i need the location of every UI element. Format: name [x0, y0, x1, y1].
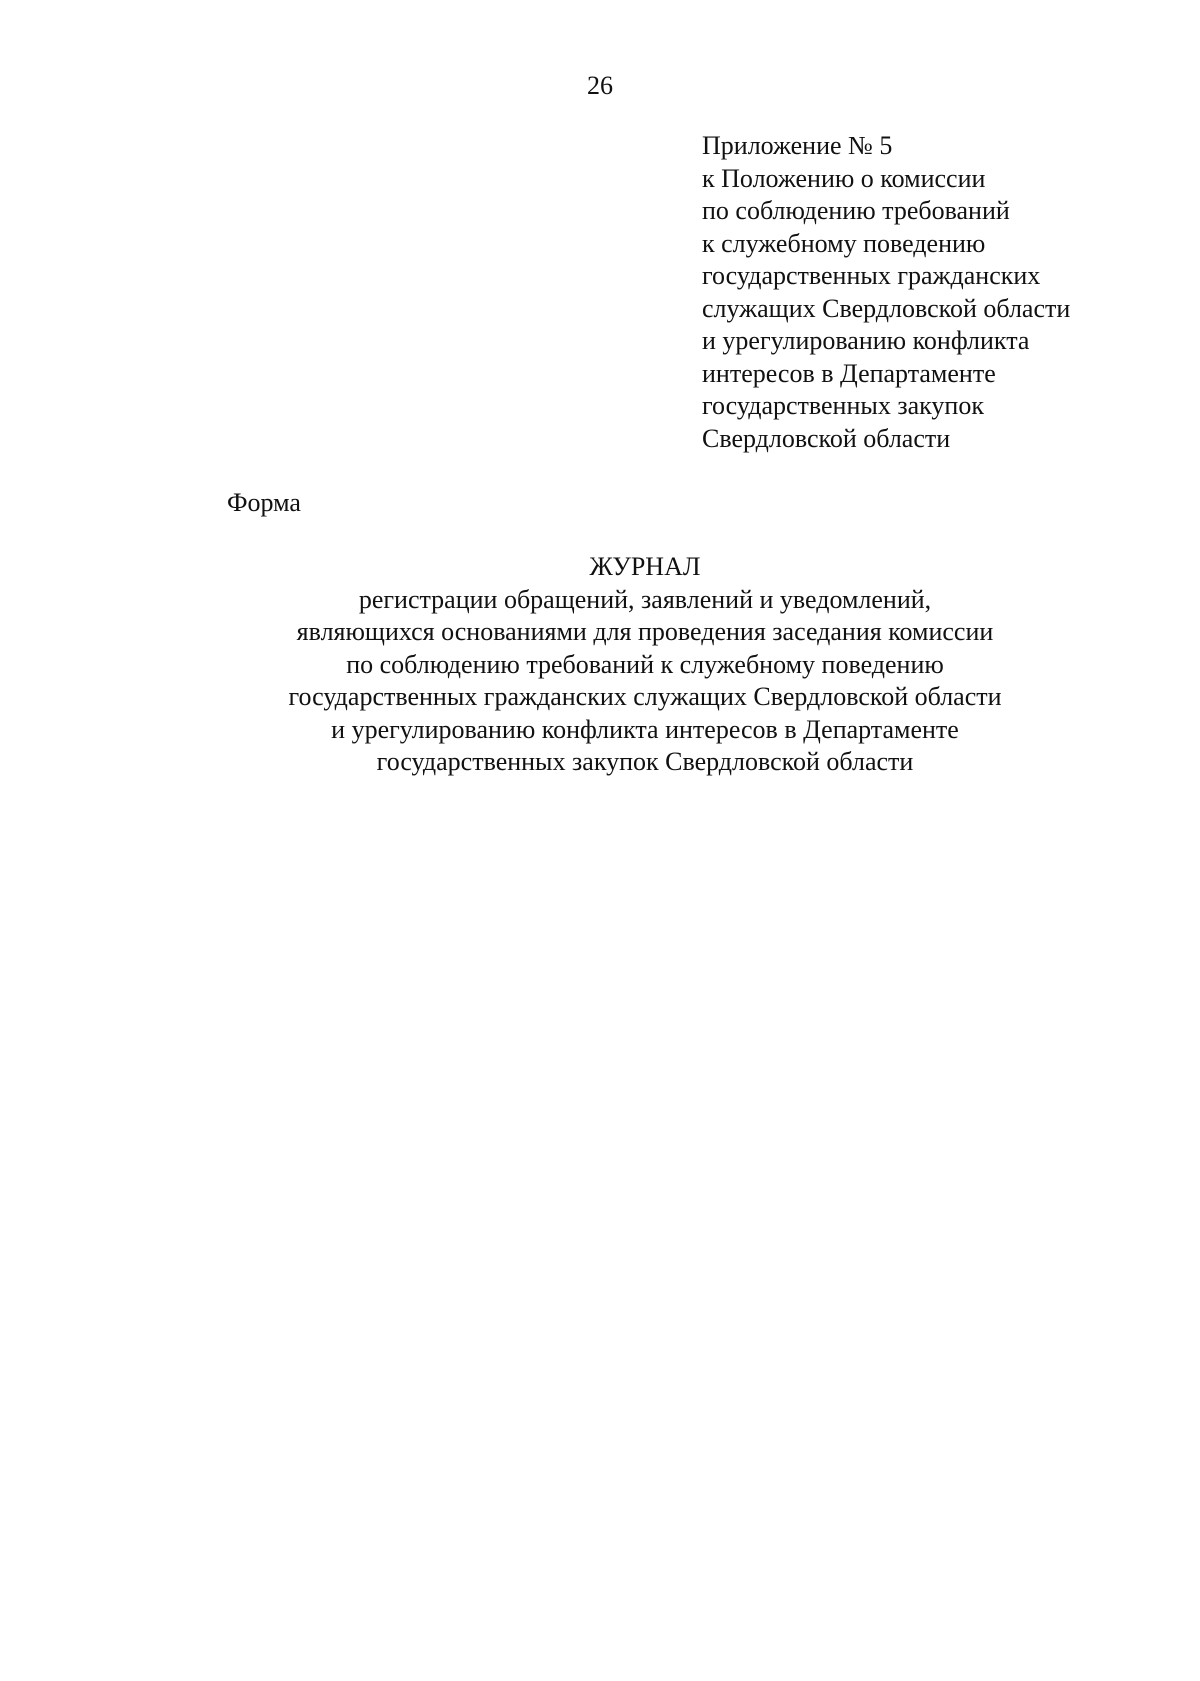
- journal-subtitle-line: государственных закупок Свердловской области: [376, 747, 914, 776]
- appendix-line: к служебному поведению: [702, 228, 986, 258]
- appendix-line: к Положению о комиссии: [702, 163, 986, 193]
- appendix-line: государственных закупок: [702, 391, 984, 420]
- journal-subtitle-line: и урегулированию конфликта интересов в Департаменте: [331, 714, 959, 744]
- appendix-line: служащих Свердловской области: [702, 293, 1071, 323]
- appendix-line: Приложение № 5: [702, 131, 893, 160]
- form-label: Форма: [227, 488, 301, 517]
- journal-subtitle-line: государственных гражданских служащих Свердловской области: [288, 682, 1002, 711]
- appendix-line: государственных гражданских: [702, 261, 1041, 290]
- journal-title: ЖУРНАЛ: [589, 552, 701, 581]
- appendix-line: и урегулированию конфликта: [702, 326, 1030, 355]
- journal-heading: [0, 551, 1200, 779]
- appendix-line: интересов в Департаменте: [702, 358, 996, 388]
- journal-subtitle-line: являющихся основаниями для проведения заседания комиссии: [296, 617, 994, 646]
- journal-subtitle-line: регистрации обращений, заявлений и уведомлений,: [358, 584, 932, 614]
- page-number: 26: [587, 71, 613, 100]
- appendix-line: по соблюдению требований: [702, 196, 1010, 225]
- appendix-line: Свердловской области: [702, 423, 951, 453]
- journal-subtitle-line: по соблюдению требований к служебному поведению: [346, 649, 944, 679]
- appendix-block: [702, 130, 1182, 455]
